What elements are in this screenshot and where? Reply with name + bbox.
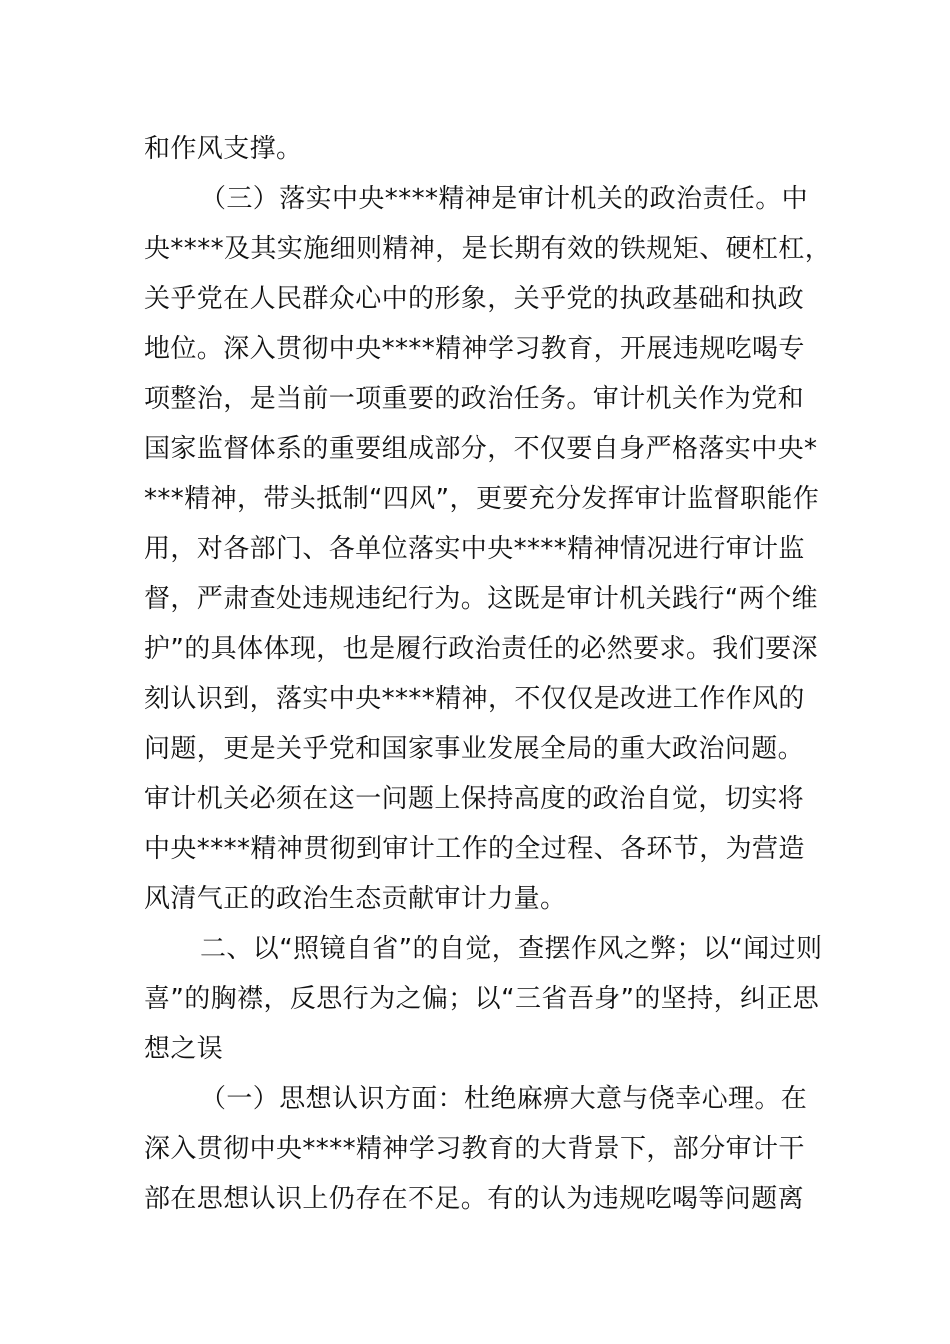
paragraph-line: 督，严肃查处违规违纪行为。这既是审计机关践行“两个维 — [144, 584, 818, 614]
section-heading-line: 想之误 — [144, 1034, 224, 1064]
paragraph-line: （三）落实中央****精神是审计机关的政治责任。中 — [200, 184, 809, 214]
paragraph-line: 央****及其实施细则精神，是长期有效的铁规矩、硬杠杠， — [144, 234, 832, 264]
paragraph-line: 和作风支撑。 — [144, 134, 303, 164]
paragraph-line: 关乎党在人民群众心中的形象，关乎党的执政基础和执政 — [144, 284, 805, 314]
paragraph-line: 风清气正的政治生态贡献审计力量。 — [144, 884, 567, 914]
paragraph-line: 地位。深入贯彻中央****精神学习教育，开展违规吃喝专 — [144, 334, 805, 364]
paragraph-line: ***精神，带头抵制“四风”，更要充分发挥审计监督职能作 — [144, 484, 820, 514]
section-heading-line: 二、以“照镜自省”的自觉，查摆作风之弊；以“闻过则 — [200, 934, 823, 964]
paragraph-line: 用，对各部门、各单位落实中央****精神情况进行审计监 — [144, 534, 805, 564]
section-heading-line: 喜”的胸襟，反思行为之偏；以“三省吾身”的坚持，纠正思 — [144, 984, 820, 1014]
paragraph-line: 中央****精神贯彻到审计工作的全过程、各环节，为营造 — [144, 834, 805, 864]
paragraph-line: 刻认识到，落实中央****精神，不仅仅是改进工作作风的 — [144, 684, 805, 714]
paragraph-line: 护”的具体体现，也是履行政治责任的必然要求。我们要深 — [144, 634, 818, 664]
paragraph-line: 国家监督体系的重要组成部分，不仅要自身严格落实中央* — [144, 434, 818, 464]
paragraph-line: （一）思想认识方面：杜绝麻痹大意与侥幸心理。在 — [200, 1084, 808, 1114]
document-body — [144, 124, 834, 1224]
paragraph-line: 部在思想认识上仍存在不足。有的认为违规吃喝等问题离 — [144, 1184, 805, 1214]
paragraph-line: 审计机关必须在这一问题上保持高度的政治自觉，切实将 — [144, 784, 805, 814]
paragraph-line: 项整治，是当前一项重要的政治任务。审计机关作为党和 — [144, 384, 805, 414]
paragraph-line: 问题，更是关乎党和国家事业发展全局的重大政治问题。 — [144, 734, 805, 764]
paragraph-line: 深入贯彻中央****精神学习教育的大背景下，部分审计干 — [144, 1134, 805, 1164]
